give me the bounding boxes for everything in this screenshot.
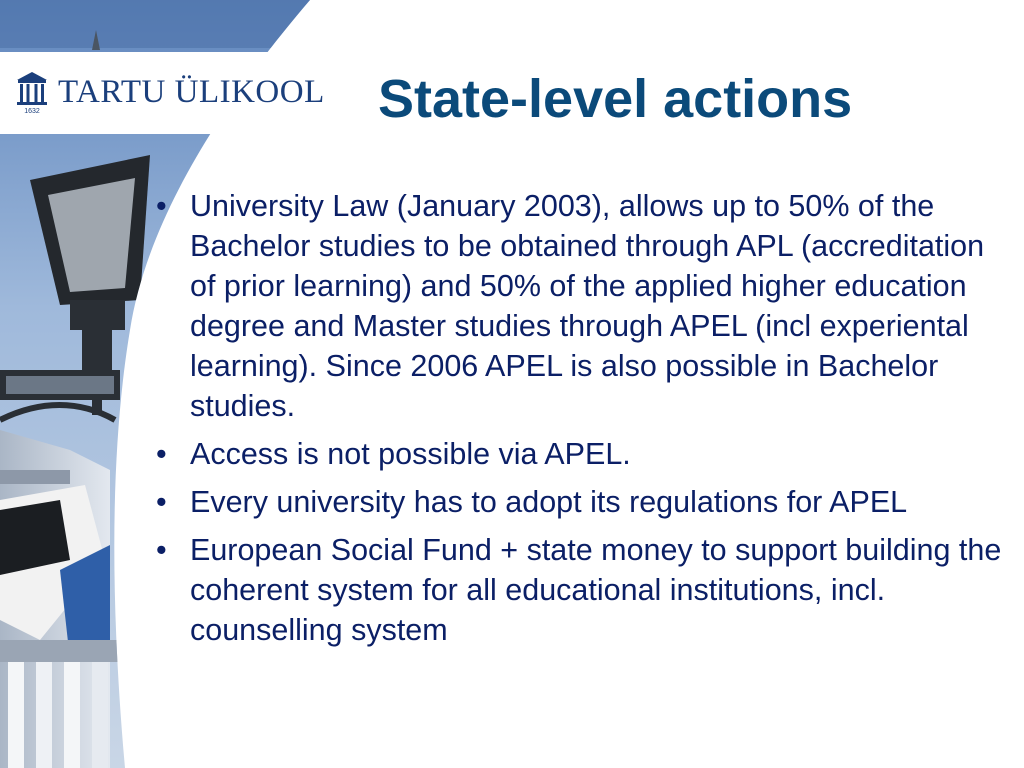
logo-text: TARTU ÜLIKOOL xyxy=(58,73,325,110)
logo-year: 1632 xyxy=(24,108,40,114)
bullet-item: • Every university has to adopt its regulations for APEL xyxy=(152,482,1002,522)
bullet-item: • Access is not possible via APEL. xyxy=(152,434,1002,474)
university-building-icon xyxy=(16,70,48,114)
bullet-item: • University Law (January 2003), allows up to 50% of the Bachelor studies to be obtained through APL (accreditation of prior learning) and 50% of the applied higher education degree and Master studies through APEL (incl experiental learning). Since 2006 APEL is also possible in Bachelor studies. xyxy=(152,186,1002,426)
bullet-list xyxy=(152,186,1002,658)
slide-title: State-level actions xyxy=(378,69,853,129)
bullet-item: • European Social Fund + state money to support building the coherent system for all educational institutions, incl. counselling system xyxy=(152,530,1002,650)
university-logo xyxy=(16,70,325,114)
